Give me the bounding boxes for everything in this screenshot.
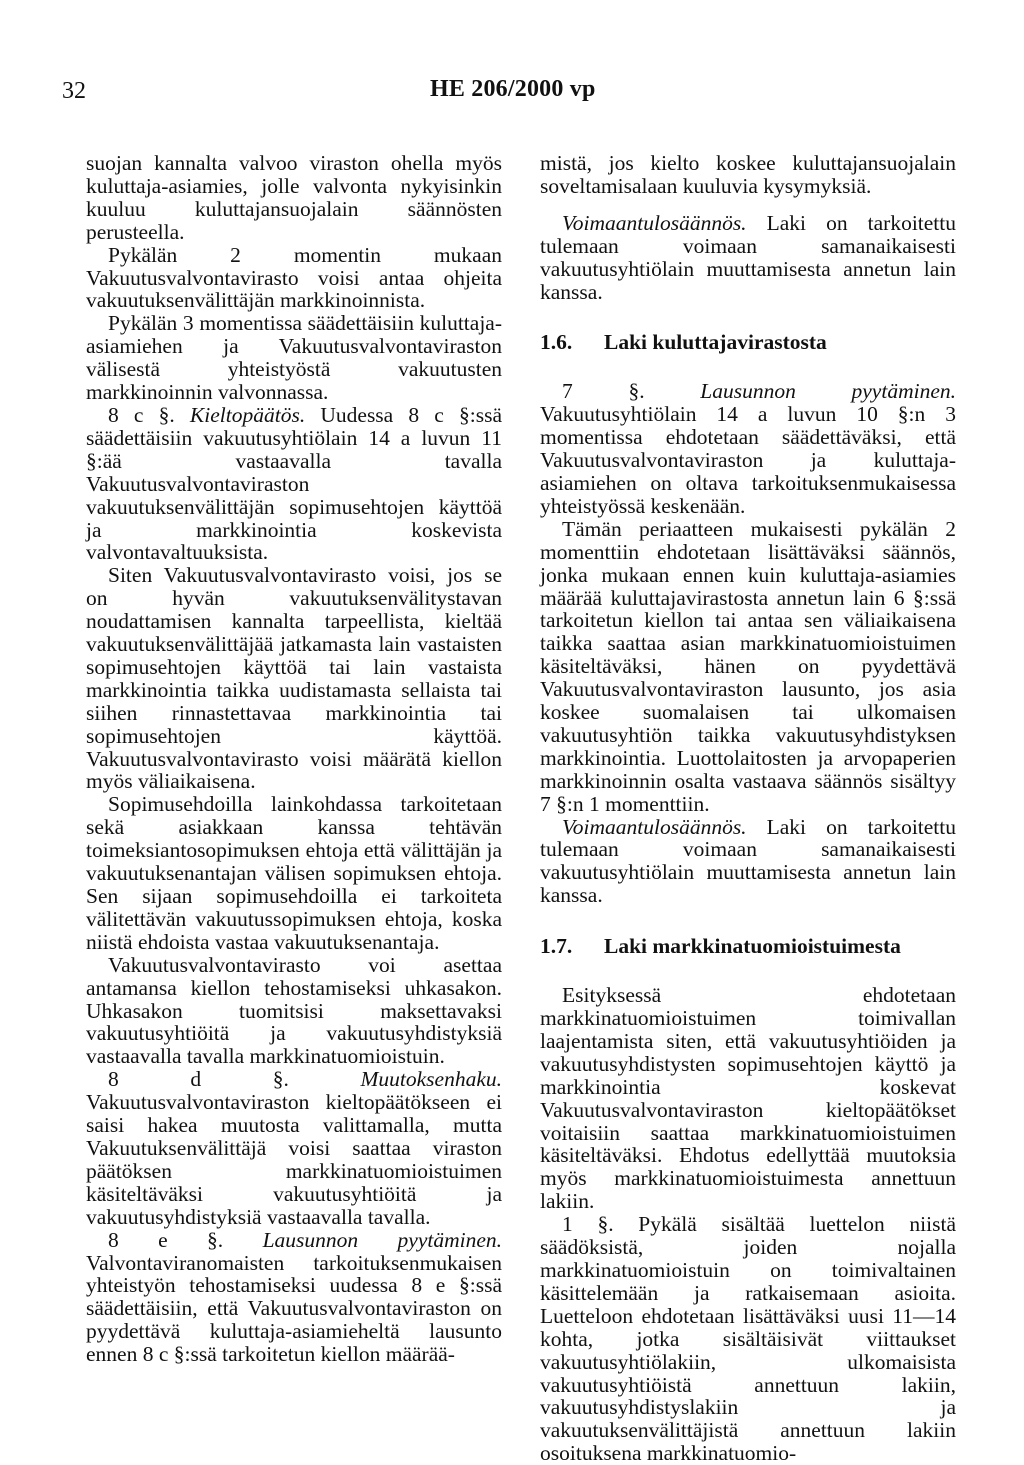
section-label: 8 e §. [108, 1227, 224, 1252]
paragraph: Vakuutusvalvontavirasto voi asettaa antamansa kiellon tehostamiseksi uhkasakon. Uhkasakon tuomitsisi maksettavaksi vakuutusyhtiöitä ja vakuutusyhdistyksiä vastaavalla tavalla markkinatuomioistuin. [86, 952, 502, 1069]
section-8d [86, 1068, 502, 1228]
section-text: Laki on tarkoitettu tulemaan voimaan samanaikaisesti vakuutusyhtiölain muuttamisesta annetun lain kanssa. [540, 814, 957, 908]
section-1 [540, 1213, 956, 1465]
heading-number: 1.6. [540, 330, 573, 355]
paragraph: Siten Vakuutusvalvontavirasto voisi, jos se on hyvän vakuutuksenvälitystavan noudattamisen kannalta tarpeellista, kieltää vakuutuksenvälittäjää jatkamasta lain vastaisten sopimusehtojen käyttöä tai lain vastaista markkinointia taikka uudistamasta sellaista tai siihen rinnastettavaa markkinointia tai sopimusehtojen käyttöä. Vakuutusvalvontavirasto voisi määrätä kiellon myös väliaikaisena. [86, 563, 502, 794]
left-column [86, 152, 502, 1366]
section-title: Kieltopäätös. [189, 402, 306, 427]
section-heading-1-7 [540, 935, 956, 958]
section-label: 7 §. [562, 379, 645, 404]
section-text: Vakuutusvalvontaviraston kieltopäätökseen ei saisi hakea muutosta valittamalla, mutta Vakuutuksenvälittäjä voisi saattaa viraston päätöksen markkinatuomioistuimen käsiteltäväksi vakuutusyhtiöitä ja vakuutusyhdistyksiä vastaavalla tavalla. [86, 1090, 502, 1229]
paragraph: Esityksessä ehdotetaan markkinatuomioistuimen toimivallan laajentamista siten, että vakuutusyhtiöiden ja vakuutusyhdistysten sopimusehtojen käyttö ja markkinointia koskevat Vakuutusvalvontaviraston kieltopäätökset voitaisiin saattaa markkinatuomioistuimen käsiteltäväksi. Ehdotus edellyttää muutoksia myös markkinatuomioistuimesta annettuun lakiin. [540, 983, 956, 1214]
section-title: Lausunnon pyytäminen. [262, 1227, 503, 1252]
heading-number: 1.7. [540, 934, 573, 959]
section-title: Voimaantulosäännös. [562, 814, 747, 839]
section-label: 8 c §. [108, 402, 175, 427]
heading-title: Laki markkinatuomioistuimesta [604, 934, 901, 959]
page-number: 32 [62, 78, 86, 104]
section-text: Pykälä sisältää luettelon niistä säädöksistä, joiden nojalla markkinatuomioistuin on toimivaltainen käsittelemään ja ratkaisemaan asioita. Luetteloon ehdotetaan lisättäväksi uusi 11—14 kohta, jotka sisältäisivät viittaukset vakuutusyhtiölakiin, ulkomaisista vakuutusyhtiöistä annettuun lakiin, vakuutusyhdistyslakiin ja vakuutuksenvälittäjistä annettuun lakiin osoituksena markkinatuomio- [540, 1212, 956, 1465]
section-7 [540, 380, 956, 517]
section-text: Laki on tarkoitettu tulemaan voimaan samanaikaisesti vakuutusyhtiölain muuttamisesta annetun lain kanssa. [540, 210, 957, 304]
paragraph: Sopimusehdoilla lainkohdassa tarkoitetaan sekä asiakkaan kanssa tehtävän toimeksiantosopimuksen ehtoja että välittäjän ja vakuutuksenantajan välisen sopimuksen ehtoja. Sen sijaan sopimusehdoilla ei tarkoiteta välitettävän vakuutussopimuksen ehtoja, koska niistä ehdoista vastaa vakuutuksenantaja. [86, 792, 502, 954]
section-text: Uudessa 8 c §:ssä säädettäisiin vakuutusyhtiölain 14 a luvun 11 §:ää vastaavalla tavalla Vakuutusvalvontaviraston vakuutuksenvälittäjän sopimusehtojen käyttöä ja markkinointia koskevista valvontavaltuuksista. [86, 402, 503, 565]
right-column [540, 152, 956, 1465]
effective-clause [540, 816, 956, 908]
paragraph: mistä, jos kielto koskee kuluttajansuojalain soveltamisalaan kuuluvia kysymyksiä. [540, 151, 956, 198]
paragraph: Tämän periaatteen mukaisesti pykälän 2 momenttiin ehdotetaan lisättäväksi säännös, jonka mukaan ennen kuin kuluttaja-asiamies määrää kuluttajavirastosta annetun lain 6 §:ssä tarkoitetun kiellon tai antaa sen väliaikaisena taikka saattaa asian markkinatuomioistuimen käsiteltäväksi, hänen on pyydettävä Vakuutusvalvontaviraston lausunto, jos asia koskee suomalaisen tai ulkomaisen vakuutusyhtiön taikka vakuutusyhdistyksen markkinointia. Luottolaitosten ja arvopaperien markkinoinnin osalta vastaava säännös sisältyy 7 §:n 1 momenttiin. [540, 516, 956, 816]
paragraph: Pykälän 2 momentin mukaan Vakuutusvalvontavirasto voisi antaa ohjeita vakuutuksenvälittäjän markkinoinnista. [86, 242, 502, 313]
effective-clause [540, 212, 956, 304]
section-text: Vakuutusyhtiölain 14 a luvun 10 §:n 3 momentissa ehdotetaan säädettäväksi, että Vakuutusvalvontaviraston ja kuluttaja-asiamiehen on oltava tarkoituksenmukaisessa yhteistyössä keskenään. [540, 402, 956, 518]
section-label: 8 d §. [108, 1067, 289, 1092]
section-title: Muutoksenhaku. [360, 1067, 503, 1092]
section-title: Lausunnon pyytäminen. [700, 379, 956, 404]
section-text: Valvontaviranomaisten tarkoituksenmukaisen yhteistyön tehostamiseksi uudessa 8 e §:ssä säädettäisiin, että Vakuutusvalvontaviraston on pyydettävä kuluttaja-asiamieheltä lausunto ennen 8 c §:ssä tarkoitetun kiellon määrää- [86, 1250, 502, 1367]
section-8c [86, 404, 502, 564]
paragraph: suojan kannalta valvoo viraston ohella myös kuluttaja-asiamies, jolle valvonta nykyisinkin kuuluu kuluttajansuojalain säännösten perusteella. [86, 151, 502, 244]
section-heading-1-6 [540, 331, 956, 354]
section-label: 1 §. [562, 1212, 614, 1237]
section-title: Voimaantulosäännös. [562, 210, 747, 235]
document-id: HE 206/2000 vp [430, 76, 596, 102]
heading-title: Laki kuluttajavirastosta [604, 330, 827, 355]
section-8e [86, 1229, 502, 1366]
paragraph: Pykälän 3 momentissa säädettäisiin kuluttaja-asiamiehen ja Vakuutusvalvontaviraston välisestä yhteistyöstä vakuutusten markkinoinnin valvonnassa. [86, 311, 502, 405]
